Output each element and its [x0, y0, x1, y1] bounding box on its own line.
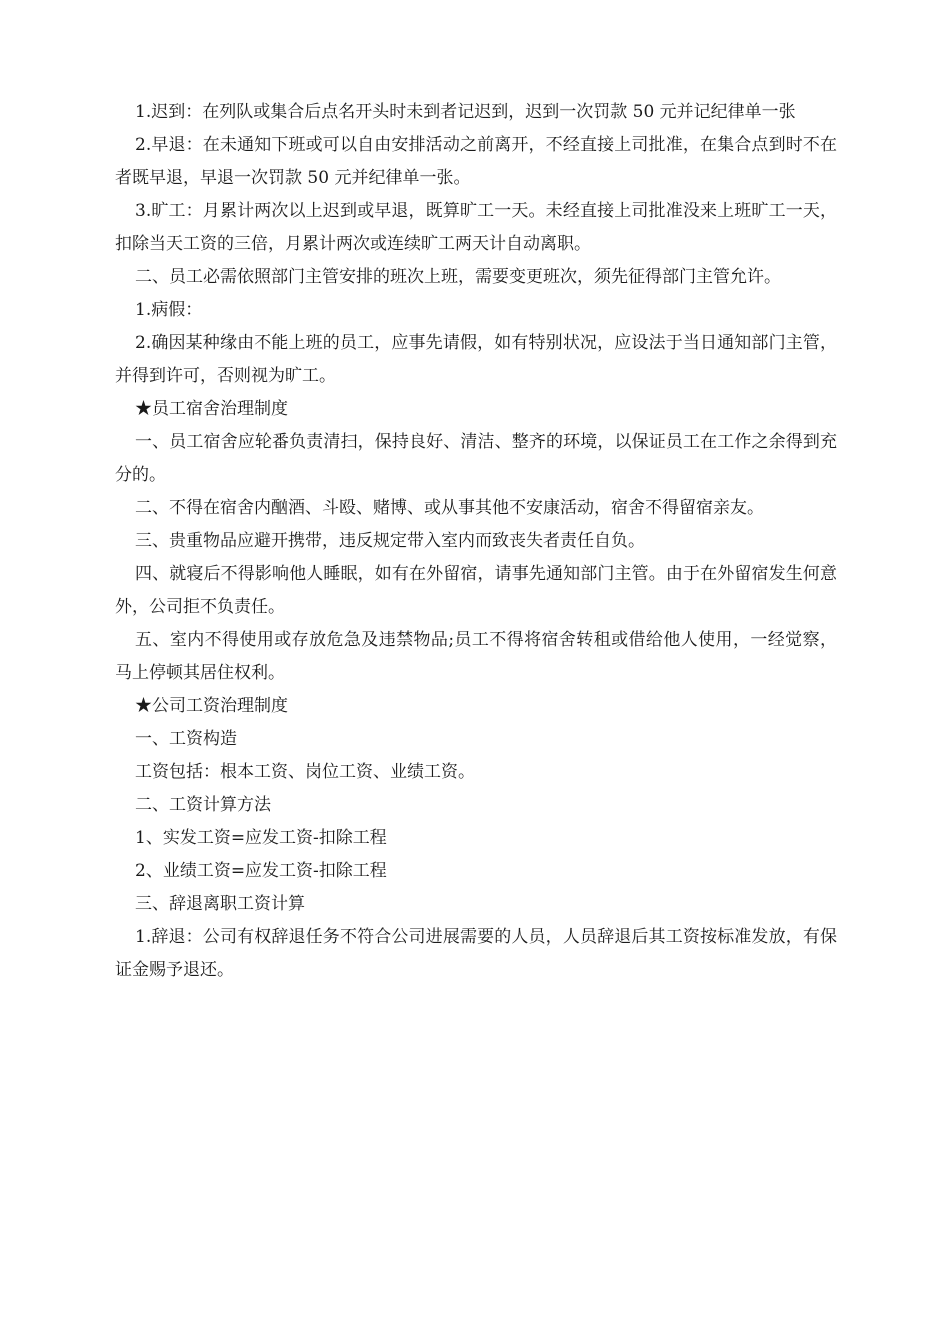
paragraph-late: 1.迟到：在列队或集合后点名开头时未到者记迟到，迟到一次罚款 50 元并记纪律单一张: [135, 102, 796, 122]
paragraph-net-salary: 1、实发工资=应发工资-扣除工程: [135, 828, 387, 848]
paragraph-salary-components: 工资包括：根本工资、岗位工资、业绩工资。: [135, 762, 475, 782]
subheading-salary-calculation: 二、工资计算方法: [135, 795, 271, 815]
paragraph-sick-leave: 1.病假：: [135, 300, 203, 320]
paragraph-absence: 3.旷工：月累计两次以上迟到或早退，既算旷工一天。未经直接上司批准没来上班旷工一天，扣除当天工资的三倍，月累计两次或连续旷工两天计自动离职。: [115, 201, 837, 254]
subheading-salary-structure: 一、工资构造: [135, 729, 237, 749]
subheading-dismissal-salary: 三、辞退离职工资计算: [135, 894, 305, 914]
paragraph-early-leave: 2.早退：在未通知下班或可以自由安排活动之前离开，不经直接上司批准，在集合点到时不在者既早退，早退一次罚款 50 元并纪律单一张。: [115, 135, 837, 188]
paragraph-dorm-sleep: 四、就寝后不得影响他人睡眠，如有在外留宿，请事先通知部门主管。由于在外留宿发生何意外，公司拒不负责任。: [115, 564, 837, 617]
section-heading-dormitory: ★员工宿舍治理制度: [135, 399, 288, 419]
paragraph-leave-request: 2.确因某种缘由不能上班的员工，应事先请假，如有特别状况，应设法于当日通知部门主管，并得到许可，否则视为旷工。: [115, 333, 837, 386]
paragraph-dorm-valuables: 三、贵重物品应避开携带，违反规定带入室内而致丧失者责任自负。: [135, 531, 645, 551]
paragraph-performance-salary: 2、业绩工资=应发工资-扣除工程: [135, 861, 387, 881]
paragraph-shift-rule: 二、员工必需依照部门主管安排的班次上班，需要变更班次，须先征得部门主管允许。: [135, 267, 781, 287]
paragraph-dismissal: 1.辞退：公司有权辞退任务不符合公司进展需要的人员，人员辞退后其工资按标准发放，有保证金赐予退还。: [115, 927, 837, 980]
paragraph-dorm-cleaning: 一、员工宿舍应轮番负责清扫，保持良好、清洁、整齐的环境，以保证员工在工作之余得到充分的。: [115, 432, 837, 485]
section-heading-salary: ★公司工资治理制度: [135, 696, 288, 716]
paragraph-dorm-conduct: 二、不得在宿舍内酗酒、斗殴、赌博、或从事其他不安康活动，宿舍不得留宿亲友。: [135, 498, 764, 518]
paragraph-dorm-prohibited: 五、室内不得使用或存放危急及违禁物品;员工不得将宿舍转租或借给他人使用，一经觉察，马上停顿其居住权利。: [115, 630, 837, 683]
document-body: [115, 96, 837, 987]
